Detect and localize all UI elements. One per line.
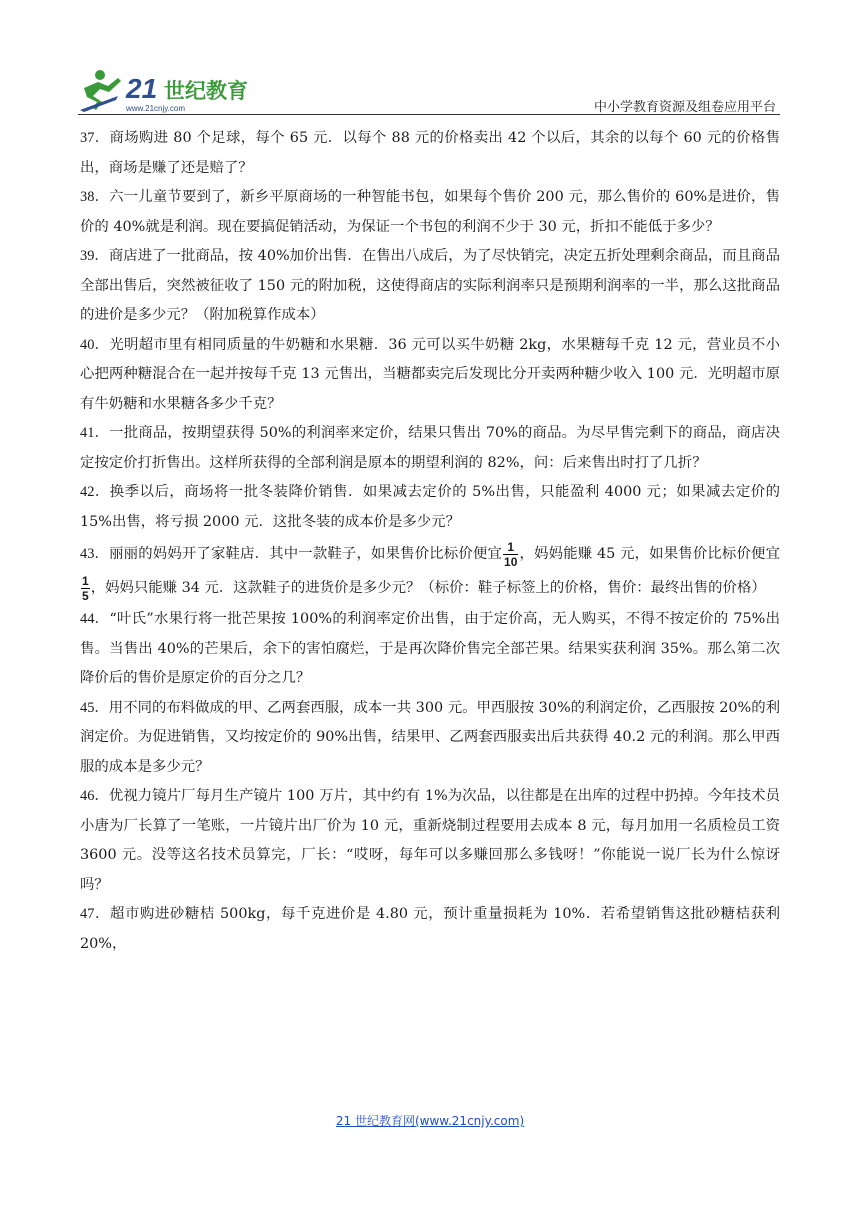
question-text: 超市购进砂糖桔 500kg，每千克进价是 4.80 元，预计重量损耗为 10%．若希望销售这批砂糖桔获利 20%，: [80, 906, 780, 952]
question-number: 41．: [80, 425, 110, 441]
fraction-denominator: 5: [82, 588, 89, 603]
question-text: 商场购进 80 个足球，每个 65 元．以每个 88 元的价格卖出 42 个以后，其余的以每个 60 元的价格售出，商场是赚了还是赔了？: [80, 130, 780, 176]
question-text: 六一儿童节要到了，新乡平原商场的一种智能书包，如果每个售价 200 元，那么售价的 60%是进价，售价的 40%就是利润。现在要搞促销活动，为保证一个书包的利润不少于 30 元，折扣不能低于多少？: [80, 189, 780, 235]
question-37: [80, 124, 780, 183]
fraction-numerator: 1: [503, 540, 518, 555]
runner-logo-icon: [78, 66, 258, 114]
page-footer: [0, 1112, 860, 1129]
page-header: [0, 0, 860, 116]
question-text: 用不同的布料做成的甲、乙两套西服，成本一共 300 元。甲西服按 30%的利润定价，乙西服按 20%的利润定价。为促进销售，又均按定价的 90%出售，结果甲、乙两套西服卖出后共获得 40.2 元的利润。那么甲西服的成本是多少元？: [80, 699, 780, 775]
fraction-denominator: 10: [504, 554, 518, 569]
question-number: 43．: [80, 546, 110, 562]
question-text: ，妈妈只能赚 34 元．这款鞋子的进货价是多少元？（标价：鞋子标签上的价格，售价：最终出售的价格）: [90, 580, 766, 596]
logo-url: www.21cnjy.com: [126, 104, 185, 113]
logo-number: 21: [126, 73, 158, 104]
question-number: 46．: [80, 788, 109, 804]
question-46: [80, 782, 780, 900]
question-number: 40．: [80, 336, 110, 353]
question-43: [80, 537, 780, 605]
question-number: 45．: [80, 699, 109, 716]
question-47: [80, 900, 780, 959]
fraction-one-fifth: [81, 574, 90, 603]
question-text: 商店进了一批商品，按 40%加价出售．在售出八成后，为了尽快销完，决定五折处理剩余商品，而且商品全部出售后，突然被征收了 150 元的附加税，这使得商店的实际利润率只是预期利润率的一半，那么这批商品的进价是多少元？（附加税算作成本）: [80, 248, 780, 323]
question-number: 44．: [80, 611, 110, 627]
question-45: [80, 694, 780, 783]
question-38: [80, 183, 780, 242]
question-text: 一批商品，按期望获得 50%的利润率来定价，结果只售出 70%的商品。为尽早售完剩下的商品，商店决定按定价打折售出。这样所获得的全部利润是原本的期望利润的 82%，问：后来售出时打了几折？: [80, 425, 780, 471]
question-text: ，妈妈能赚 45 元，如果售价比标价便宜: [519, 546, 780, 562]
question-text: “叶氏”水果行将一批芒果按 100%的利润率定价出售，由于定价高，无人购买，不得不按定价的 75%出售。当售出 40%的芒果后，余下的害怕腐烂，于是再次降价售完全部芒果。结果实获利润 35%。那么第二次降价后的售价是原定价的百分之几？: [80, 611, 780, 686]
header-platform-text: 中小学教育资源及组卷应用平台: [593, 100, 776, 115]
question-40: [80, 331, 780, 420]
question-list: [80, 124, 780, 959]
fraction-numerator: 1: [82, 573, 89, 588]
question-number: 47．: [80, 906, 110, 922]
footer-link[interactable]: 21 世纪教育网(www.21cnjy.com): [335, 1114, 525, 1128]
question-number: 37．: [80, 130, 110, 146]
question-number: 38．: [80, 189, 110, 205]
question-text: 换季以后，商场将一批冬装降价销售．如果减去定价的 5%出售，只能盈利 4000 元；如果减去定价的 15%出售，将亏损 2000 元．这批冬装的成本价是多少元？: [80, 484, 780, 530]
question-text: 优视力镜片厂每月生产镜片 100 万片，其中约有 1%为次品，以往都是在出库的过程中扔掉。今年技术员小唐为厂长算了一笔账，一片镜片出厂价为 10 元，重新烧制过程要用去成本 8 元，每月加用一名质检员工资 3600 元。没等这名技术员算完，厂长：“哎呀，每年可以多赚回那么多钱呀！”你能说一说厂长为什么惊讶吗？: [80, 788, 780, 893]
question-text: 丽丽的妈妈开了家鞋店．其中一款鞋子，如果售价比标价便宜: [109, 546, 503, 562]
fraction-one-tenth: [503, 540, 518, 569]
question-41: [80, 419, 780, 478]
header-divider: [78, 114, 780, 115]
brand-logo: [78, 66, 258, 114]
logo-text: 世纪教育: [164, 79, 248, 103]
question-39: [80, 242, 780, 331]
question-number: 42．: [80, 484, 110, 500]
question-text: 光明超市里有相同质量的牛奶糖和水果糖．36 元可以买牛奶糖 2kg，水果糖每千克 12 元，营业员不小心把两种糖混合在一起并按每千克 13 元售出，当糖都卖完后发现比分开卖两种糖少收入 100 元．光明超市原有牛奶糖和水果糖各多少千克？: [80, 336, 780, 412]
question-44: [80, 605, 780, 694]
question-42: [80, 478, 780, 537]
question-number: 39．: [80, 248, 109, 264]
